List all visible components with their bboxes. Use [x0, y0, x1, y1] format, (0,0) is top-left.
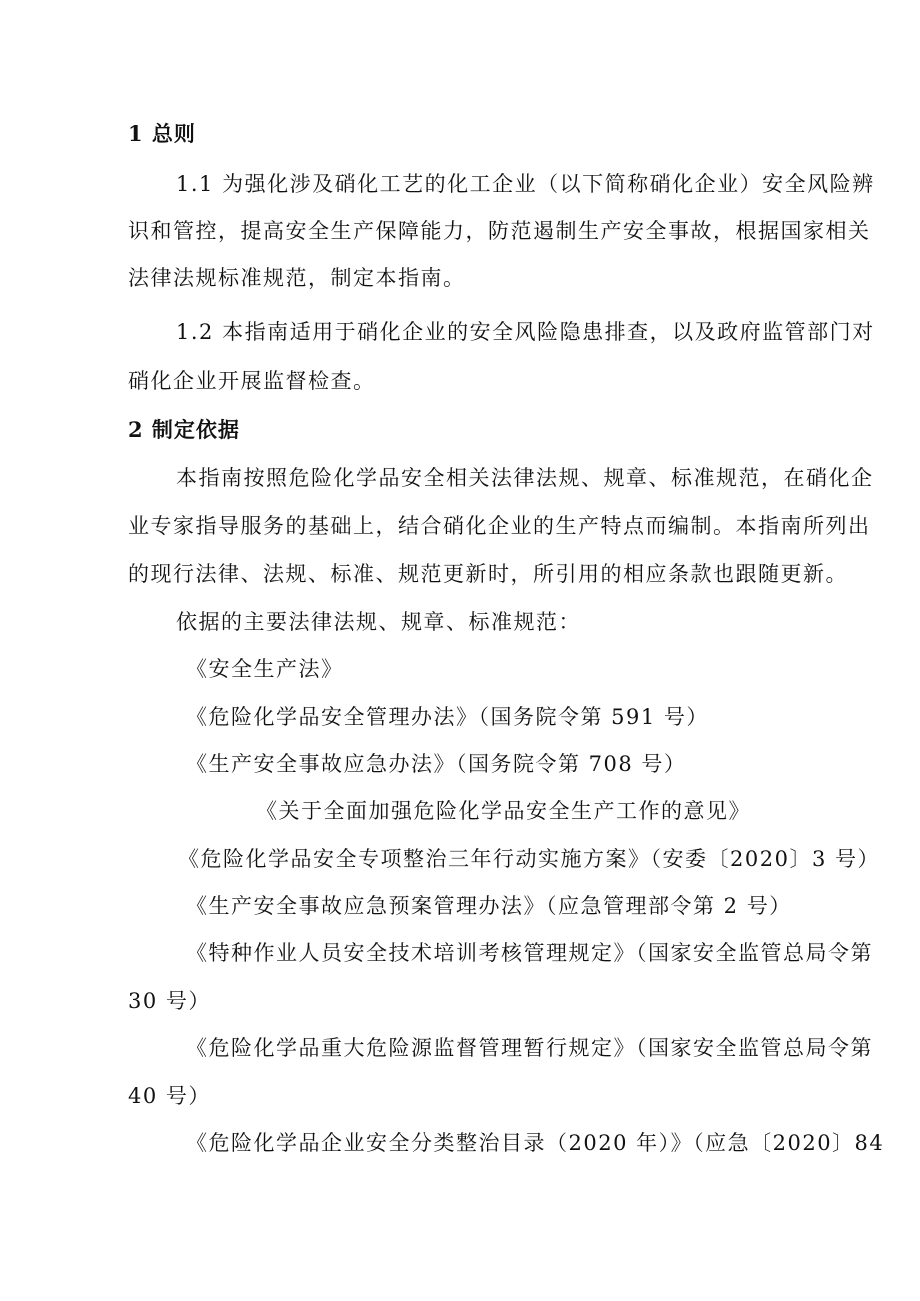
section-1-heading: 1 总则 [128, 121, 196, 146]
section-2-heading: 2 制定依据 [128, 417, 240, 442]
reference-5: 《危险化学品安全专项整治三年行动实施方案》（安委〔2020〕3 号） [178, 847, 880, 871]
reference-7-line-2: 30 号） [128, 989, 211, 1013]
paragraph-1-1-line-2: 识和管控，提高安全生产保障能力，防范遏制生产安全事故，根据国家相关 [128, 219, 871, 243]
reference-6: 《生产安全事故应急预案管理办法》（应急管理部令第 2 号） [186, 894, 792, 918]
reference-4: 《关于全面加强危险化学品安全生产工作的意见》 [256, 799, 751, 823]
paragraph-1-1-line-3: 法律法规标准规范，制定本指南。 [128, 266, 466, 290]
paragraph-2-intro-line-2: 业专家指导服务的基础上，结合硝化企业的生产特点而编制。本指南所列出 [128, 514, 871, 538]
reference-1: 《安全生产法》 [186, 657, 344, 681]
paragraph-1-1-line-1: 1.1 为强化涉及硝化工艺的化工企业（以下简称硝化企业）安全风险辨 [176, 172, 875, 196]
reference-8-line-1: 《危险化学品重大危险源监督管理暂行规定》（国家安全监管总局令第 [186, 1036, 873, 1060]
paragraph-2-intro-line-1: 本指南按照危险化学品安全相关法律法规、规章、标准规范，在硝化企 [176, 466, 874, 490]
reference-8-line-2: 40 号） [128, 1084, 211, 1108]
reference-9-line-1: 《危险化学品企业安全分类整治目录（2020 年）》（应急〔2020〕84 [186, 1131, 885, 1155]
reference-7-line-1: 《特种作业人员安全技术培训考核管理规定》（国家安全监管总局令第 [186, 941, 873, 965]
reference-3: 《生产安全事故应急办法》（国务院令第 708 号） [186, 752, 687, 776]
paragraph-1-2-line-2: 硝化企业开展监督检查。 [128, 369, 376, 393]
basis-intro: 依据的主要法律法规、规章、标准规范： [176, 610, 581, 634]
paragraph-2-intro-line-3: 的现行法律、法规、标准、规范更新时，所引用的相应条款也跟随更新。 [128, 562, 848, 586]
paragraph-1-2-line-1: 1.2 本指南适用于硝化企业的安全风险隐患排查，以及政府监管部门对 [176, 320, 875, 344]
reference-2: 《危险化学品安全管理办法》（国务院令第 591 号） [186, 705, 709, 729]
